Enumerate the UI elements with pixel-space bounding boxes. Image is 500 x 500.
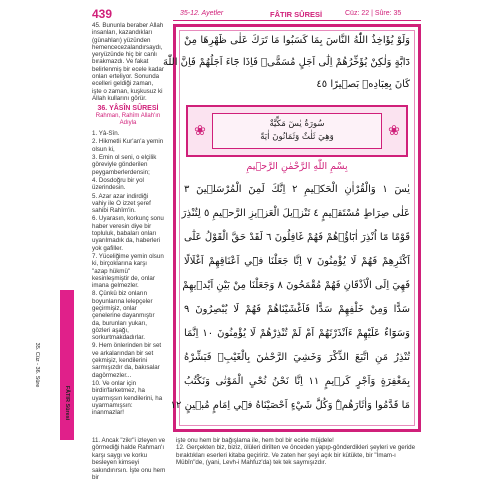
verse-4: 4. Dosdoğru bir yol üzerindesin. [92, 176, 144, 192]
footnote-11-left: 11. Ancak "zikr"i izleyen ve görmediği halde Rahman'ı karşı saygı ve korku besleyen kimseyi sakındırırsın. İşte onu hem bir [92, 437, 166, 482]
side-tab-juz: 35. Cüz - 36. Sûre [34, 342, 40, 388]
arabic-line: بِمَغْفِرَةٍ وَاَجْرٍ كَر۪يمٍ ١١ اِنَّا نَحْنُ نُحْيِ الْمَوْتٰى وَنَكْتُبُ [184, 376, 410, 387]
footnote-11-right: işte onu hem bir bağışlama ile, hem bol bir ecirle müjdele! [176, 437, 334, 444]
ornament-icon: ❀ [194, 123, 206, 139]
note-45: 45. Bununla beraber Allah insanları, kazandıkları (günahları) yüzünden hemencecezalandırsaydı, yeryüzünde hiç bir canlı bırakmazdı. Ve fakat belirlenmiş bir ecele kadar onları erteliyor. Sonunda ecelleri geldiği zaman, işte o zaman, kuşkusuz ki Allah kullarını görür. [92, 22, 164, 102]
verse-8: 8. Çünkü biz onların boyunlarına lelepçeler geçirmişiz, onlar çenelerine dayanmıştır da, burunları yukarı, gözleri aşağı, sorkurtmakdadırlar. [92, 290, 155, 342]
arabic-line: عَلٰى صِرَاطٍ مُسْتَق۪يمٍ ٤ تَنْز۪يلَ الْعَز۪يزِ الرَّح۪يمِ ٥ لِتُنْذِرَ [181, 208, 410, 219]
header-verse-range: 35-12. Ayetler [180, 10, 224, 17]
arabic-line: مَا قَدَّمُوا وَاٰثَارَهُمْۜ وَكُلَّ شَيْءٍ اَحْصَيْنَاهُ ف۪ٓي اِمَامٍ مُب۪ينٍ ١٢ [170, 400, 410, 411]
translation-column [92, 22, 164, 430]
ornament-icon: ❀ [388, 123, 400, 139]
header-juz-info: Cüz: 22 | Sûre: 35 [345, 10, 402, 17]
side-tab-surah: FÂTIR Sûresi [64, 385, 70, 421]
arabic-line: اَكْثَرِهِمْ فَهُمْ لَا يُؤْمِنُونَ ٧ اِنَّا جَعَلْنَا ف۪ٓي اَعْنَاقِهِمْ اَغْلَالًا [184, 256, 410, 267]
quran-frame [162, 24, 421, 432]
page-number: 439 [92, 7, 113, 21]
verse-5: 5. Azar azar indirdiği vahiy ile O izzet şeref sahibi Rahîm'in. [92, 192, 151, 215]
arabic-line: تُنْذِرُ مَنِ اتَّبَعَ الذِّكْرَ وَخَشِيَ الرَّحْمٰنَ بِالْغَيْبِۚ فَبَشِّرْهُ [184, 352, 410, 363]
footnote-12: 12. Gerçekten biz, biziz, ölüleri dirilten ve önceden yapıp-gönderdikleri şeyleri ve geride bıraktıkları eserleri kitaba geçiririz. Ve zaten her şeyi açık bir kütükte, bir "İmam-ı Mübîn"de, (yani, Levh-i Mahfuz'da) tek tek saymışızdır. [176, 444, 416, 467]
arabic-line: دَٓابَّةٍ وَلٰكِنْ يُؤَخِّرُهُمْ اِلٰٓى اَجَلٍ مُسَمًّىۚ فَاِذَا جَٓاءَ اَجَلُهُمْ فَاِنَّ اللّٰهَ [162, 57, 410, 68]
header-surah-name: FÂTIR SÛRESİ [270, 10, 323, 19]
footnotes-right [176, 437, 420, 497]
verse-9: 9. Hem önlerinden bir set ve arkalarından bir set çekmişiz, kendilerini sarmışızdır da, bakısalar dagörmezler... [92, 342, 162, 379]
surah-subtitle: Rahman, Rahîm Allah'ın Adıyla [95, 112, 161, 126]
arabic-line: سَدًّا وَمِنْ خَلْفِهِمْ سَدًّا فَاَغْشَيْنَاهُمْ فَهُمْ لَا يُبْصِرُونَ ٩ [184, 304, 410, 315]
arabic-line: قَوْمًا مَٓا اُنْذِرَ اٰبَٓاؤُ۬هُمْ فَهُمْ غَافِلُونَ ٦ لَقَدْ حَقَّ الْقَوْلُ عَلٰٓى [184, 232, 410, 243]
header-divider [173, 20, 421, 21]
verse-3: 3. Emin ol seni, o elçilik göreviyle gönderilen peygamberlerdensin; [92, 154, 157, 176]
arabic-line: يٰسٓ ١ وَالْقُرْاٰنِ الْحَك۪يمِ ٢ اِنَّكَ لَمِنَ الْمُرْسَل۪ينَ ٣ [184, 184, 410, 195]
verse-6: 6. Uyarasın, korkunç sonu haber veresin diye bir topluluk, babaları onları uyarılmadık da, haberleri yok gafiller. [92, 215, 164, 252]
surah-title: 36. YÂSÎN SÛRESİ [97, 105, 159, 113]
verse-10: 10. Ve onlar için birdir/farketmez, ha uyarmışsın kendilerini, ha uyarmamışsın: inanmazlar! [92, 379, 163, 417]
surah-header-count: وَهِيَ ثَلٰثٌ وَثَمَانُونَ اٰيَةً [260, 132, 334, 142]
arabic-line: فَهِيَ اِلَى الْاَذْقَانِ فَهُمْ مُقْمَحُونَ ٨ وَجَعَلْنَا مِنْ بَيْنِ اَيْد۪يهِمْ [182, 280, 410, 291]
arabic-line: كَانَ بِعِبَادِه۪ بَص۪يرًا ٤٥ [316, 79, 410, 90]
basmala: بِسْمِ اللّٰهِ الرَّحْمٰنِ الرَّح۪يمِ [246, 161, 348, 172]
surah-header-name: سُورَةُ يٰسٓ مَكِّيَّةٌ [269, 119, 325, 129]
surah-header-text [212, 113, 382, 149]
verse-2: 2. Hikmetli Kur'an'a yemin olsun ki, [92, 138, 164, 153]
side-tab-text [34, 290, 74, 440]
verse-1: 1. Yâ-Sîn. [92, 130, 120, 138]
surah-header-box [186, 105, 408, 157]
arabic-line: وَسَوَٓاءٌ عَلَيْهِمْ ءَاَنْذَرْتَهُمْ اَمْ لَمْ تُنْذِرْهُمْ لَا يُؤْمِنُونَ ١٠ اِنَّمَا [184, 328, 411, 339]
verse-7: 7. Yüceliğime yemin olsun ki, birçoklarına karşı "azap hükmü" kesinleşmiştir de, onlar imana gelmezler. [92, 252, 164, 290]
arabic-line: وَلَوْ يُؤَاخِذُ اللّٰهُ النَّاسَ بِمَا كَسَبُوا مَا تَرَكَ عَلٰى ظَهْرِهَا مِنْ [184, 35, 410, 46]
